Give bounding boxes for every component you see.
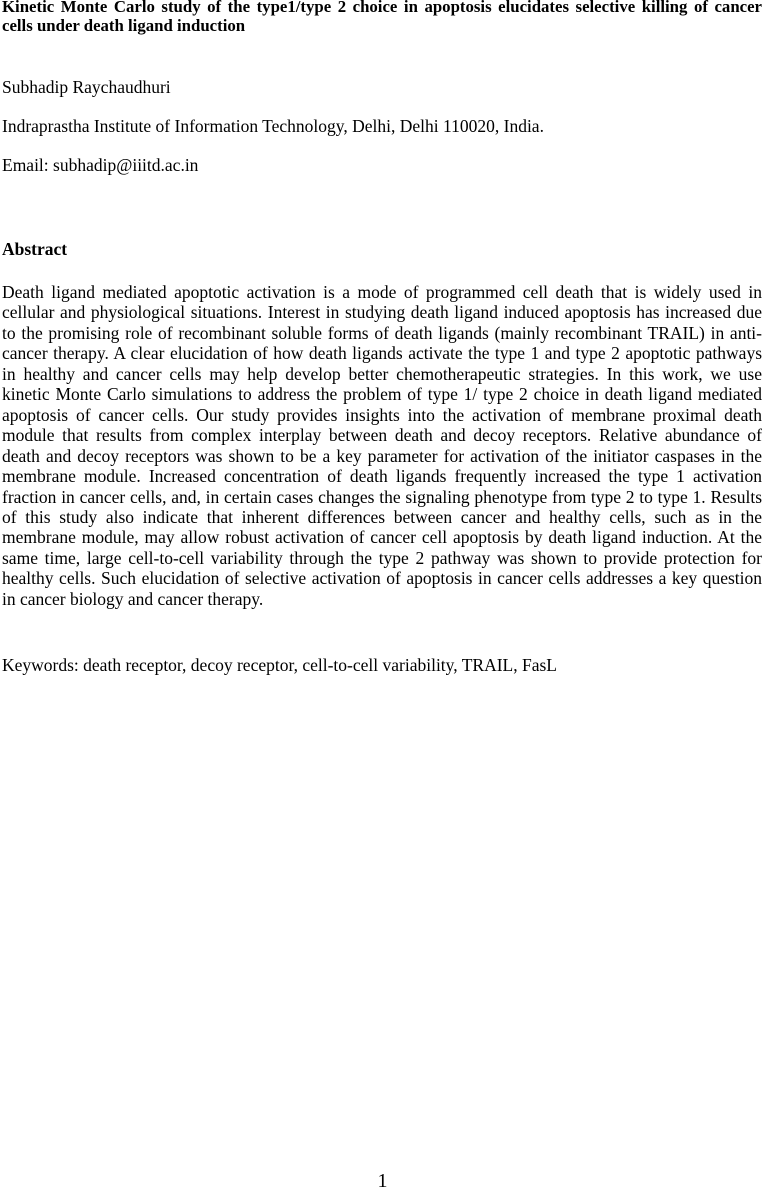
abstract-line: kinetic Monte Carlo simulations to address the problem of type 1/ type 2 choice in death ligand mediated	[2, 384, 762, 405]
author-affiliation: Indraprastha Institute of Information Technology, Delhi, Delhi 110020, India.	[2, 116, 544, 136]
abstract-line: healthy cells. Such elucidation of selective activation of apoptosis in cancer cells addresses a key question	[2, 568, 762, 589]
abstract-line: module that results from complex interplay between death and decoy receptors. Relative abundance of	[2, 425, 762, 446]
abstract-paragraph	[2, 282, 762, 609]
paper-title-line: Kinetic Monte Carlo study of the type1/type 2 choice in apoptosis elucidates selective killing of cancer	[2, 0, 762, 16]
abstract-line: cancer therapy. A clear elucidation of how death ligands activate the type 1 and type 2 apoptotic pathways	[2, 343, 762, 364]
abstract-line: apoptosis of cancer cells. Our study provides insights into the activation of membrane proximal death	[2, 404, 762, 425]
abstract-line: same time, large cell-to-cell variability through the type 2 pathway was shown to provide protection for	[2, 547, 762, 568]
author-email: Email: subhadip@iiitd.ac.in	[2, 155, 199, 175]
abstract-line: to the promising role of recombinant soluble forms of death ligands (mainly recombinant TRAIL) in anti-	[2, 322, 762, 343]
author-name: Subhadip Raychaudhuri	[2, 77, 171, 97]
abstract-line: of this study also indicate that inherent differences between cancer and healthy cells, such as in the	[2, 506, 762, 527]
abstract-line: death and decoy receptors was shown to be a key parameter for activation of the initiator caspases in the	[2, 445, 762, 466]
page-number: 1	[377, 1170, 388, 1192]
abstract-line: cellular and physiological situations. Interest in studying death ligand induced apoptosis has increased due	[2, 302, 762, 323]
abstract-line: Death ligand mediated apoptotic activation is a mode of programmed cell death that is widely used in	[2, 282, 762, 302]
abstract-heading: Abstract	[2, 239, 68, 259]
abstract-line: in cancer biology and cancer therapy.	[2, 588, 264, 609]
abstract-line: membrane module. Increased concentration of death ligands frequently increased the type 1 activation	[2, 466, 762, 487]
abstract-line: membrane module, may allow robust activation of cancer cell apoptosis by death ligand induction. At the	[2, 527, 762, 548]
abstract-line: in healthy and cancer cells may help develop better chemotherapeutic strategies. In this work, we use	[2, 363, 762, 384]
paper-title-line: cells under death ligand induction	[2, 16, 246, 35]
abstract-line: fraction in cancer cells, and, in certain cases changes the signaling phenotype from type 2 to type 1. Results	[2, 486, 762, 507]
paper-title	[2, 0, 762, 36]
keywords-line: Keywords: death receptor, decoy receptor, cell-to-cell variability, TRAIL, FasL	[2, 655, 557, 675]
